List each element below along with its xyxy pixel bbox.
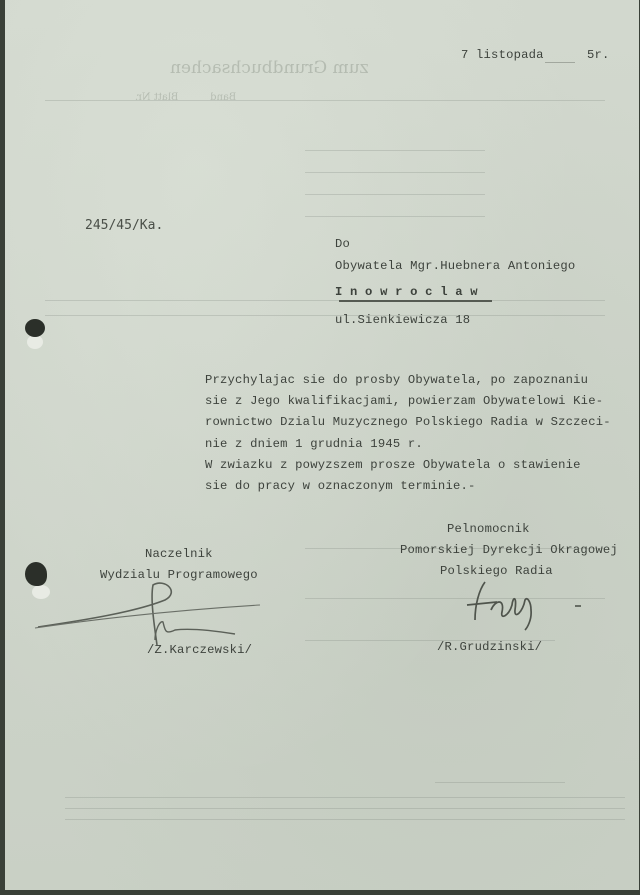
signature-right-icon (5, 0, 639, 890)
bleed-through-sub: Band Blatt Nr. (135, 92, 237, 103)
bleed-through-header: zum Grundbuchsachen (170, 58, 369, 78)
document-page (5, 0, 639, 890)
right-signatory-name: /R.Grudzinski/ (437, 640, 543, 654)
body-line-5: W zwiazku z powyzszem prosze Obywatela o stawienie (205, 458, 581, 472)
right-signatory-title-1: Pelnomocnik (447, 522, 530, 536)
right-signatory-title-2: Pomorskiej Dyrekcji Okragowej (400, 543, 618, 557)
body-line-6: sie do pracy w oznaczonym terminie.- (205, 479, 476, 493)
reference-number: 245/45/Ka. (85, 218, 164, 233)
body-line-4: nie z dniem 1 grudnia 1945 r. (205, 437, 423, 451)
recipient-salutation: Do (335, 237, 351, 251)
date-day-month: 7 listopada (461, 48, 544, 62)
body-line-3: rownictwo Dzialu Muzycznego Polskiego Radia w Szczeci- (205, 415, 611, 429)
right-signatory-title-3: Polskiego Radia (440, 564, 553, 578)
body-line-1: Przychylajac sie do prosby Obywatela, po zapoznaniu (205, 373, 589, 387)
recipient-city: I n o w r o c l a w (335, 285, 478, 299)
recipient-street: ul.Sienkiewicza 18 (335, 313, 471, 327)
left-signatory-name: /Z.Karczewski/ (147, 643, 253, 657)
recipient-name: Obywatela Mgr.Huebnera Antoniego (335, 259, 576, 273)
left-signatory-title-2: Wydzialu Programowego (100, 568, 258, 582)
left-signatory-title-1: Naczelnik (145, 547, 213, 561)
body-line-2: sie z Jego kwalifikacjami, powierzam Obywatelowi Kie- (205, 394, 604, 408)
date-year: 5r. (587, 48, 610, 62)
